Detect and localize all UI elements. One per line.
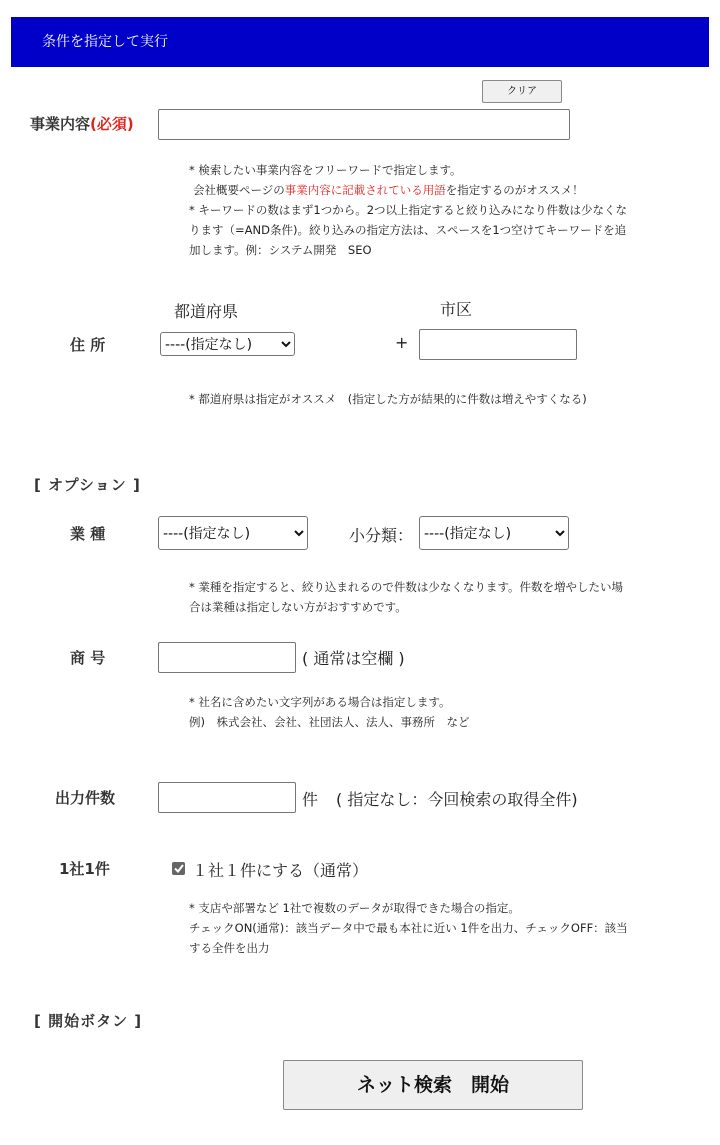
industry-select[interactable]: ----(指定なし) xyxy=(158,516,308,550)
plus-sign: + xyxy=(395,333,409,352)
one-per-company-label: 1社1件 xyxy=(59,860,110,878)
output-count-unit: 件 xyxy=(302,790,319,809)
chevron-down-icon xyxy=(278,333,294,355)
subcategory-label: 小分類： xyxy=(349,526,414,545)
trade-name-hint: ( 通常は空欄 ) xyxy=(302,649,405,668)
start-heading: [ 開始ボタン ] xyxy=(34,1012,143,1030)
options-heading: [ オプション ] xyxy=(34,476,141,494)
city-input[interactable] xyxy=(419,329,577,360)
page-header xyxy=(11,17,709,67)
header-title: 条件を指定して実行 xyxy=(42,34,168,50)
one-per-company-notes: * 支店や部署など 1社で複数のデータが取得できた場合の指定。 チェックON(通常)：該当データ中で最も本社に近い 1件を出力、チェックOFF：該当 する全件を出力 xyxy=(189,901,628,955)
chevron-down-icon xyxy=(291,517,307,549)
chevron-down-icon xyxy=(552,517,568,549)
business-input[interactable] xyxy=(158,109,570,140)
industry-notes: * 業種を指定すると、絞り込まれるので件数は少なくなります。件数を増やしたい場 合は業種は指定しない方がおすすめです。 xyxy=(189,580,623,614)
output-count-hint: ( 指定なし：今回検索の取得全件) xyxy=(336,790,578,809)
trade-name-label: 商 号 xyxy=(70,649,106,667)
check-icon xyxy=(174,864,184,873)
industry-label: 業 種 xyxy=(70,525,106,543)
required-mark: (必須) xyxy=(90,115,134,133)
clear-button[interactable]: クリア xyxy=(482,80,562,103)
prefecture-select[interactable]: ----(指定なし) xyxy=(160,332,295,356)
output-count-input[interactable] xyxy=(158,782,296,813)
trade-name-input[interactable] xyxy=(158,642,296,673)
business-notes: * 検索したい事業内容をフリーワードで指定します。 会社概要ページの事業内容に記載されている用語を指定するのがオススメ！ * キーワードの数はまず1つから。2つ以上指定すると絞り込みになり件数は少なくな ります（=AND条件)。絞り込みの指定方法は、スペースを1つ空けてキーワードを追 加します。例：システム開発 SEO xyxy=(189,163,628,257)
one-per-company-checkbox-label[interactable]: １社１件にする（通常） xyxy=(192,861,369,880)
subcategory-select[interactable]: ----(指定なし) xyxy=(419,516,569,550)
trade-name-notes: * 社名に含めたい文字列がある場合は指定します。 例) 株式会社、会社、社団法人、法人、事務所 など xyxy=(189,695,470,729)
prefecture-header: 都道府県 xyxy=(174,302,239,321)
address-label: 住 所 xyxy=(70,336,106,354)
business-label: 事業内容(必須) xyxy=(30,115,134,133)
output-count-label: 出力件数 xyxy=(55,789,116,807)
city-header: 市区 xyxy=(440,300,473,319)
address-note: * 都道府県は指定がオススメ (指定した方が結果的に件数は増えやすくなる) xyxy=(189,392,587,406)
one-per-company-checkbox[interactable] xyxy=(172,862,185,875)
start-search-button[interactable]: ネット検索 開始 xyxy=(283,1060,583,1110)
